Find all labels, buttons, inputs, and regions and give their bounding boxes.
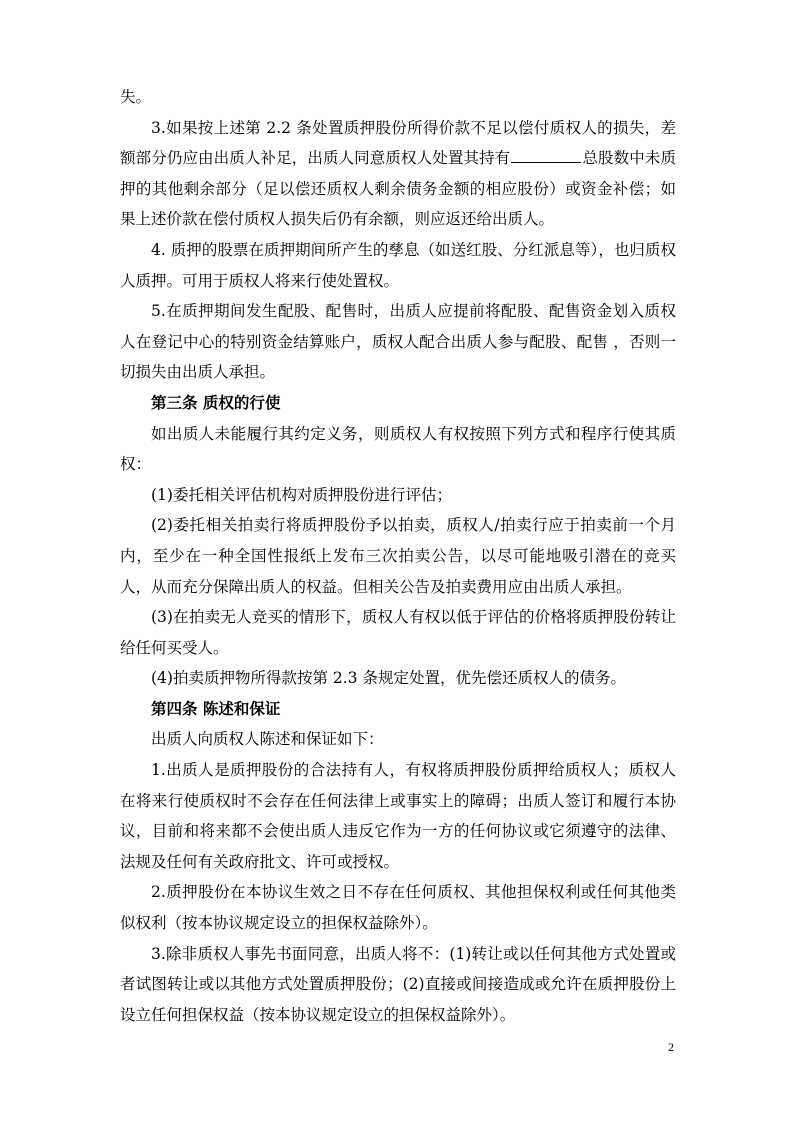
- paragraph-clause-3-part-b: 总股数中未质押的其他剩余部分（足以偿还质权人剩余债务金额的相应股份）或资金补偿；如果上述价款在偿付质权人损失后仍有余额，则应返还给出质人。: [120, 149, 676, 229]
- paragraph-item-1: (1)委托相关评估机构对质押股份进行评估；: [151, 485, 452, 504]
- paragraph-item-2: (2)委托相关拍卖行将质押股份予以拍卖，质权人/拍卖行应于拍卖前一个月内，至少在一种全国性报纸上发布三次拍卖公告，以尽可能地吸引潜在的竞买人，从而充分保障出质人的权益。但相关公告及拍卖费用应由出质人承担。: [120, 516, 676, 596]
- paragraph-item-3: (3)在拍卖无人竞买的情形下，质权人有权以低于评估的价格将质押股份转让给任何买受人。: [120, 608, 676, 657]
- paragraph-article-4-intro: 出质人向质权人陈述和保证如下：: [151, 730, 384, 749]
- section-heading-article-3: 第三条 质权的行使: [151, 392, 281, 412]
- paragraph-article-3-intro: 如出质人未能履行其约定义务，则质权人有权按照下列方式和程序行使其质权：: [120, 424, 676, 474]
- section-heading-article-4: 第四条 陈述和保证: [151, 698, 281, 718]
- paragraph-item-4: (4)拍卖质押物所得款按第 2.3 条规定处置，优先偿还质权人的债务。: [151, 669, 626, 688]
- paragraph-clause-3: [120, 113, 676, 235]
- paragraph-clause-4: 4. 质押的股票在质押期间所产生的孳息（如送红股、分红派息等），也归质权人质押。可用于质权人将来行使处置权。: [120, 240, 676, 290]
- paragraph-continuation: 失。: [120, 88, 152, 106]
- paragraph-clause-3-part-a: 3.如果按上述第 2.2 条处置质押股份所得价款不足以偿付质权人的损失，差额部分仍应由出质人补足，出质人同意质权人处置其持有: [120, 118, 676, 168]
- blank-fill-line: [511, 148, 581, 163]
- paragraph-warranty-1: 1.出质人是质押股份的合法持有人，有权将质押股份质押给质权人；质权人在将来行使质权时不会存在任何法律上或事实上的障碍；出质人签订和履行本协议，目前和将来都不会使出质人违反它作为一方的任何协议或它须遵守的法律、法规及任何有关政府批文、许可或授权。: [120, 761, 676, 871]
- paragraph-warranty-2: 2.质押股份在本协议生效之日不存在任何质权、其他担保权利或任何其他类似权利（按本协议规定设立的担保权益除外）。: [120, 883, 676, 933]
- paragraph-clause-5: 5.在质押期间发生配股、配售时，出质人应提前将配股、配售资金划入质权人在登记中心的特别资金结算账户，质权人配合出质人参与配股、配售 ，否则一切损失由出质人承担。: [120, 302, 676, 382]
- document-body: [120, 82, 676, 1030]
- page-number: 2: [668, 1040, 674, 1054]
- paragraph-warranty-3: 3.除非质权人事先书面同意，出质人将不：(1)转让或以任何其他方式处置或者试图转让或以其他方式处置质押股份；(2)直接或间接造成或允许在质押股份上设立任何担保权益（按本协议规定设立的担保权益除外）。: [120, 944, 676, 1024]
